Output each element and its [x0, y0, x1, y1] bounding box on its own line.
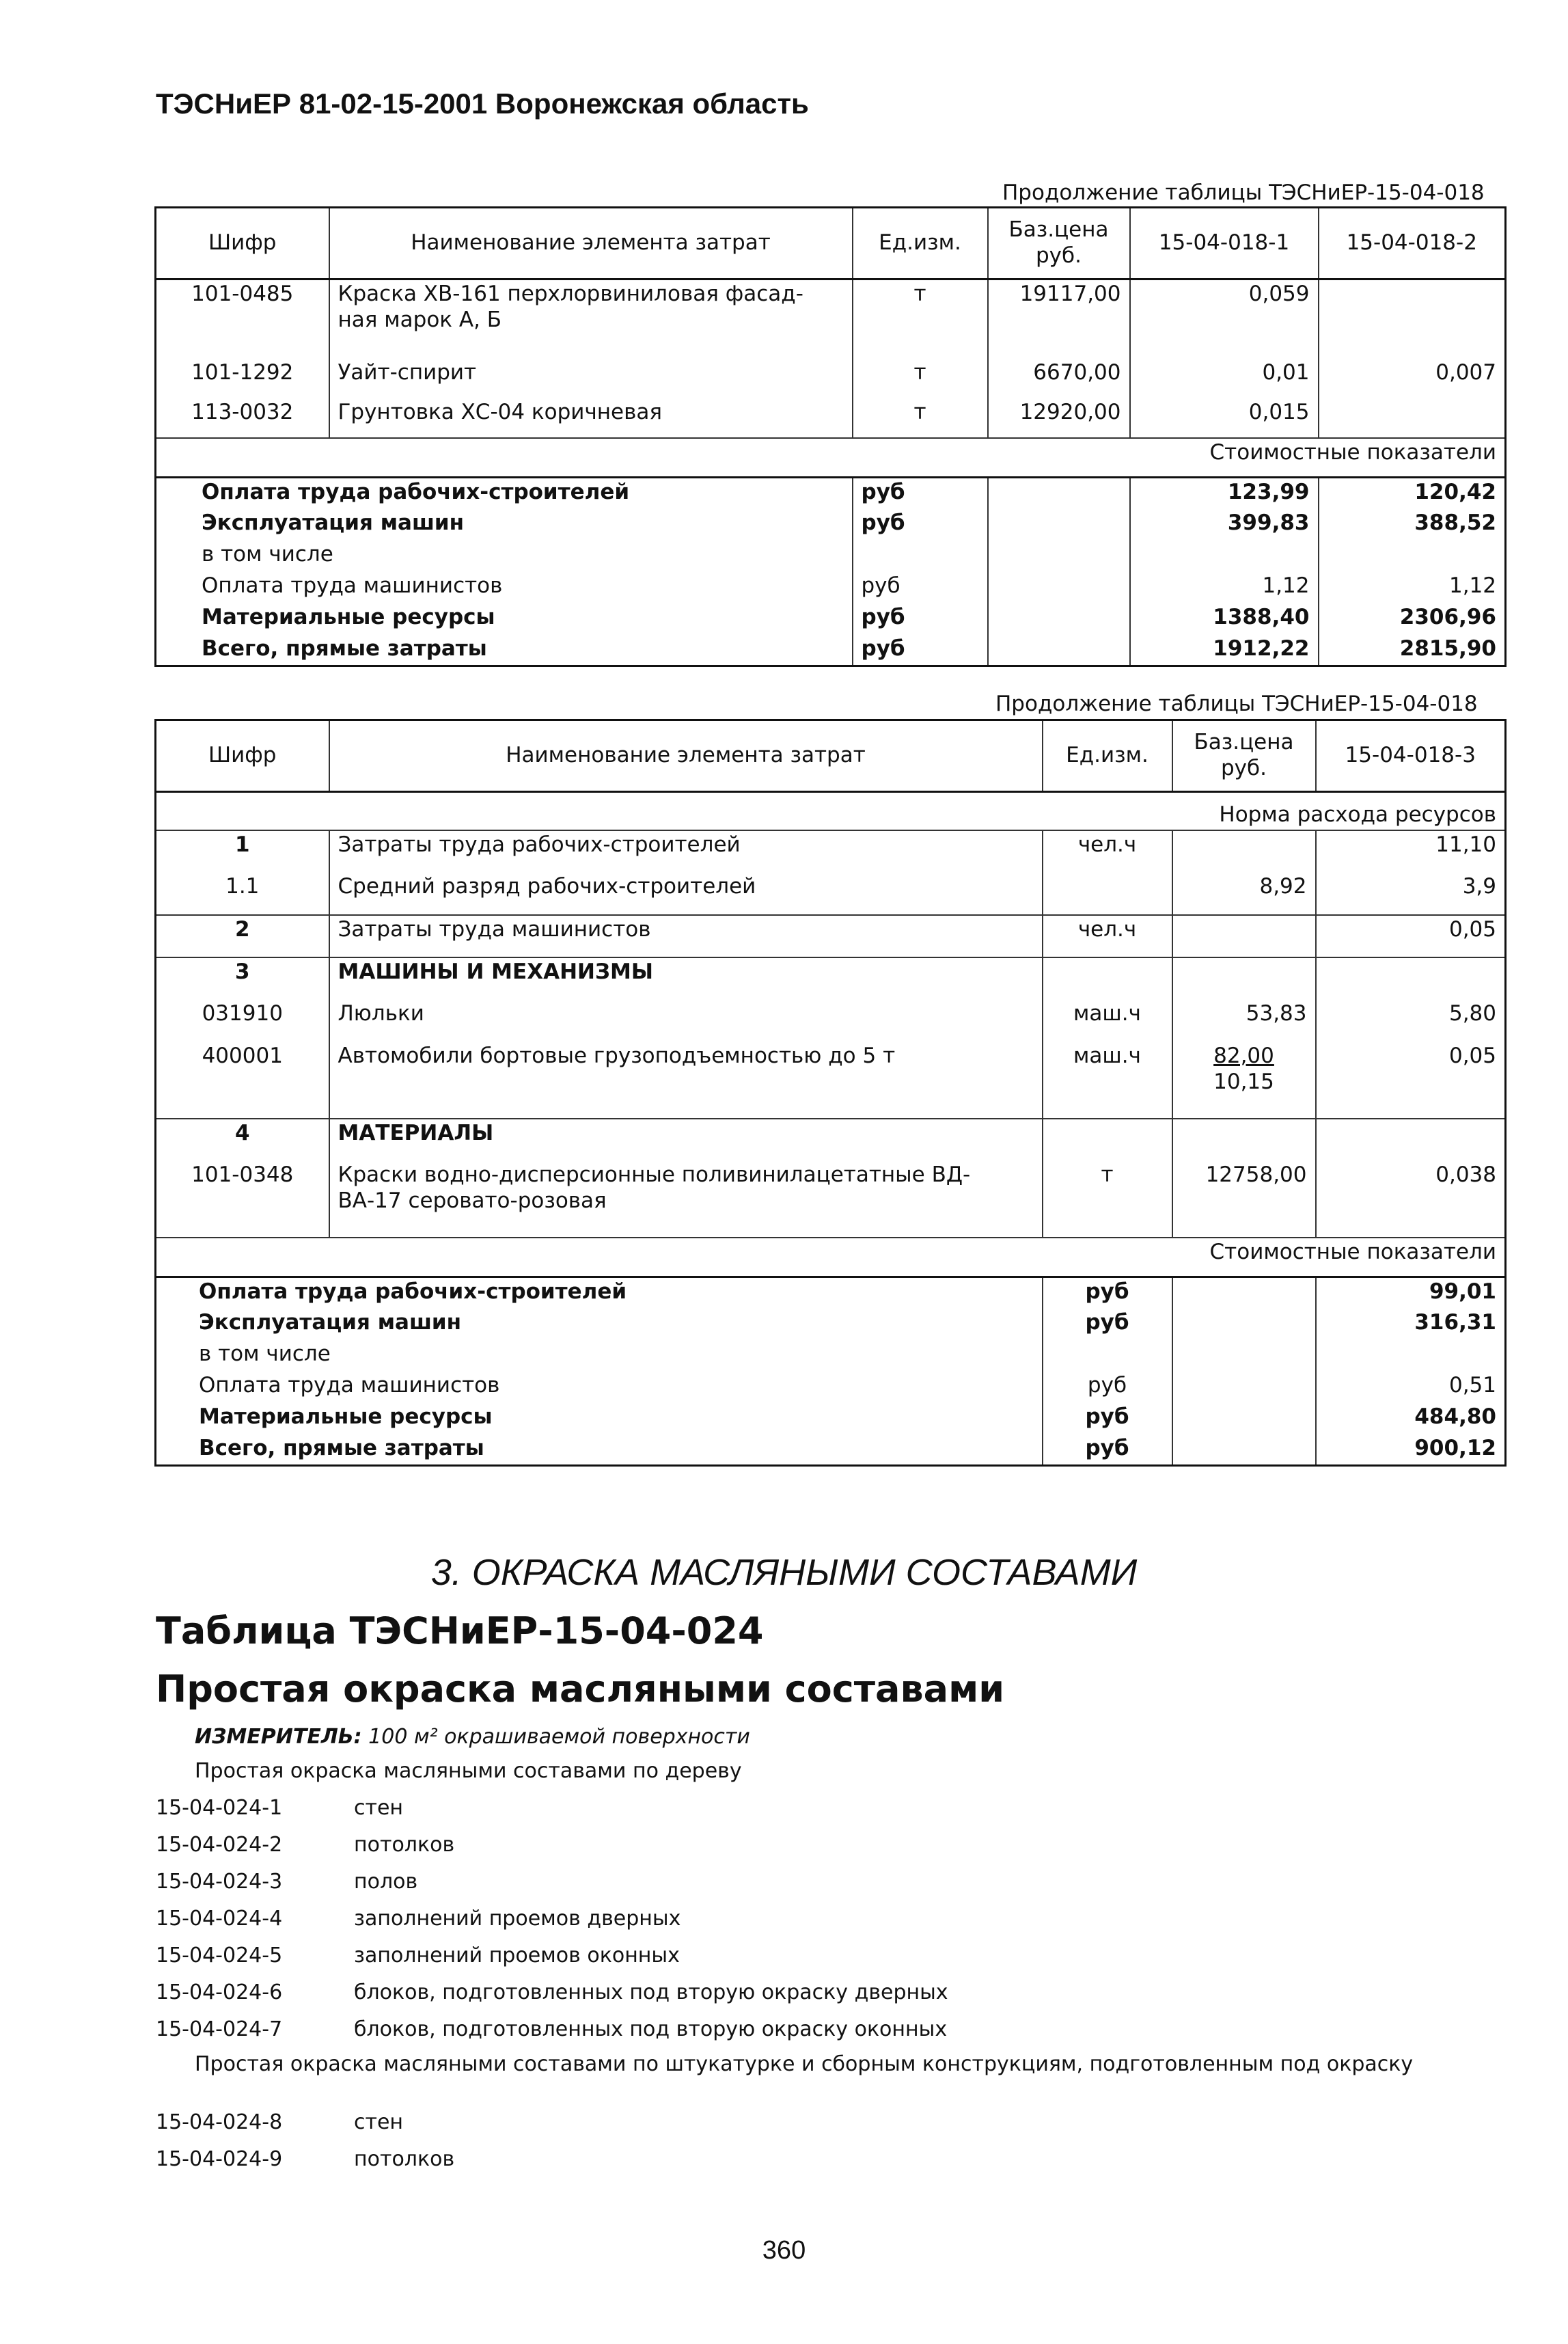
group1-title: Простая окраска масляными составами по дереву — [195, 1759, 742, 1783]
cost-empty — [1172, 1277, 1316, 1309]
table-row — [156, 280, 1506, 359]
cost-unit: руб — [1043, 1309, 1172, 1340]
cost-unit: руб — [1043, 1372, 1172, 1403]
cost-unit: руб — [853, 509, 988, 541]
name-cell: Краски водно-дисперсионные поливинилацетатные ВД-ВА-17 серовато-розовая — [329, 1161, 1043, 1238]
col-header-code: Шифр — [156, 208, 329, 280]
cost-value: 484,80 — [1316, 1403, 1506, 1434]
value-cell — [1316, 957, 1506, 1000]
price-cell: 6670,00 — [988, 359, 1130, 398]
table2-caption: Продолжение таблицы ТЭСНиЕР-15-04-018 — [995, 692, 1478, 716]
list-item-code: 15-04-024-8 — [156, 2110, 283, 2134]
unit-cell: т — [1043, 1161, 1172, 1238]
cost-value: 399,83 — [1130, 509, 1319, 541]
name-cell: МАШИНЫ И МЕХАНИЗМЫ — [329, 957, 1043, 1000]
value-cell: 0,007 — [1319, 359, 1506, 398]
list-item-desc: стен — [354, 1796, 404, 1820]
cost-row — [156, 1434, 1506, 1466]
section-title: 3. ОКРАСКА МАСЛЯНЫМИ СОСТАВАМИ — [430, 1552, 1138, 1593]
name-cell: Средний разряд рабочих-строителей — [329, 873, 1043, 915]
table2 — [154, 719, 1507, 1467]
cost-empty — [988, 541, 1130, 572]
measure-line — [195, 1725, 750, 1749]
cost-row — [156, 509, 1506, 541]
table2-header-row — [156, 720, 1506, 792]
col-header-v: 15-04-018-3 — [1316, 720, 1506, 792]
col-header-v1: 15-04-018-1 — [1130, 208, 1319, 280]
cost-unit: руб — [1043, 1277, 1172, 1309]
table1 — [154, 206, 1507, 667]
table-subtitle: Простая окраска масляными составами — [156, 1667, 1005, 1711]
unit-cell — [1043, 873, 1172, 915]
value-cell: 0,059 — [1130, 280, 1319, 359]
name-cell: Люльки — [329, 1000, 1043, 1042]
cost-value: 900,12 — [1316, 1434, 1506, 1466]
price-cell: 12758,00 — [1172, 1161, 1316, 1238]
value-cell — [1319, 280, 1506, 359]
table-row — [156, 873, 1506, 915]
running-header: ТЭСНиЕР 81-02-15-2001 Воронежская область — [156, 87, 809, 120]
cost-value: 120,42 — [1319, 478, 1506, 509]
cost-label: Всего, прямые затраты — [202, 636, 487, 661]
list-item-code: 15-04-024-4 — [156, 1907, 283, 1931]
price-numerator: 82,00 — [1213, 1043, 1274, 1068]
cost-value: 1912,22 — [1130, 635, 1319, 666]
table-row — [156, 957, 1506, 1000]
unit-cell: т — [853, 398, 988, 438]
code-cell: 113-0032 — [191, 399, 294, 424]
norm-header-row — [156, 792, 1506, 830]
cost-empty — [1172, 1434, 1316, 1466]
value-cell: 0,038 — [1316, 1161, 1506, 1238]
cost-row — [156, 603, 1506, 635]
page-number: 360 — [762, 2236, 806, 2265]
unit-cell: чел.ч — [1043, 915, 1172, 957]
unit-cell: чел.ч — [1043, 830, 1172, 873]
table1-caption: Продолжение таблицы ТЭСНиЕР-15-04-018 — [1002, 180, 1485, 205]
cost-value: 2815,90 — [1319, 635, 1506, 666]
cost-value: 1388,40 — [1130, 603, 1319, 635]
measure-label: ИЗМЕРИТЕЛЬ: — [195, 1725, 362, 1749]
name-cell: Краска ХВ-161 перхлорвиниловая фасад- ная марок А, Б — [329, 280, 853, 359]
list-item-code: 15-04-024-1 — [156, 1796, 283, 1820]
cost-header: Стоимостные показатели — [156, 438, 1506, 478]
cost-empty — [1172, 1309, 1316, 1340]
cost-header: Стоимостные показатели — [156, 1238, 1506, 1277]
value-cell: 0,01 — [1130, 359, 1319, 398]
cost-row — [156, 541, 1506, 572]
cost-row — [156, 572, 1506, 603]
cost-label: Оплата труда машинистов — [199, 1372, 500, 1398]
table-title: Таблица ТЭСНиЕР-15-04-024 — [156, 1609, 764, 1652]
cost-label: Эксплуатация машин — [199, 1309, 462, 1335]
cost-label: в том числе — [199, 1341, 331, 1366]
cost-label: Материальные ресурсы — [199, 1404, 493, 1429]
cost-empty — [1172, 1403, 1316, 1434]
cost-empty — [988, 478, 1130, 509]
value-cell: 0,05 — [1316, 915, 1506, 957]
unit-cell: маш.ч — [1043, 1000, 1172, 1042]
cost-value: 99,01 — [1316, 1277, 1506, 1309]
cost-row — [156, 1372, 1506, 1403]
cost-value: 2306,96 — [1319, 603, 1506, 635]
cost-header-row — [156, 1238, 1506, 1277]
price-cell — [1172, 1119, 1316, 1161]
cost-unit: руб — [853, 478, 988, 509]
cost-label: Оплата труда рабочих-строителей — [199, 1279, 627, 1305]
list-item-desc: стен — [354, 2110, 404, 2134]
name-cell: Автомобили бортовые грузоподъемностью до 5 т — [329, 1042, 1043, 1119]
price-cell: 19117,00 — [988, 280, 1130, 359]
list-item-code: 15-04-024-3 — [156, 1870, 283, 1894]
cost-unit: руб — [853, 603, 988, 635]
value-cell: 5,80 — [1316, 1000, 1506, 1042]
cost-label: Всего, прямые затраты — [199, 1435, 484, 1460]
table-row — [156, 1119, 1506, 1161]
unit-cell — [1043, 1119, 1172, 1161]
col-header-price: Баз.цена руб. — [988, 208, 1130, 280]
price-denominator: 10,15 — [1213, 1069, 1274, 1094]
code-cell: 101-0485 — [191, 282, 294, 306]
cost-value — [1316, 1340, 1506, 1372]
cost-empty — [988, 509, 1130, 541]
cost-label: в том числе — [202, 541, 333, 567]
list-item-desc: заполнений проемов дверных — [354, 1907, 681, 1931]
list-item-code: 15-04-024-7 — [156, 2017, 283, 2041]
list-item-desc: потолков — [354, 2147, 455, 2171]
col-header-name: Наименование элемента затрат — [329, 720, 1043, 792]
col-header-unit: Ед.изм. — [1043, 720, 1172, 792]
cost-value: 316,31 — [1316, 1309, 1506, 1340]
cost-header-row — [156, 438, 1506, 478]
cost-row — [156, 478, 1506, 509]
cost-row — [156, 1403, 1506, 1434]
code-cell: 4 — [156, 1119, 329, 1161]
price-cell — [1172, 957, 1316, 1000]
value-cell — [1319, 398, 1506, 438]
cost-empty — [988, 603, 1130, 635]
list-item-code: 15-04-024-5 — [156, 1944, 283, 1967]
cost-value: 0,51 — [1316, 1372, 1506, 1403]
table-row — [156, 1042, 1506, 1119]
cost-empty — [988, 635, 1130, 666]
code-cell: 3 — [156, 957, 329, 1000]
list-item-desc: блоков, подготовленных под вторую окраску оконных — [354, 2017, 948, 2041]
cost-label: Оплата труда рабочих-строителей — [202, 480, 630, 504]
col-header-price: Баз.цена руб. — [1172, 720, 1316, 792]
col-header-name: Наименование элемента затрат — [329, 208, 853, 280]
cost-unit — [853, 541, 988, 572]
table-row — [156, 830, 1506, 873]
unit-cell — [1043, 957, 1172, 1000]
list-item-code: 15-04-024-9 — [156, 2147, 283, 2171]
unit-cell: т — [853, 359, 988, 398]
cost-unit: руб — [1043, 1434, 1172, 1466]
norm-header: Норма расхода ресурсов — [1219, 802, 1496, 827]
table-row — [156, 398, 1506, 438]
table-row — [156, 359, 1506, 398]
cost-unit: руб — [853, 572, 988, 603]
list-item-desc: потолков — [354, 1833, 455, 1857]
code-cell: 101-0348 — [191, 1162, 294, 1187]
col-header-code: Шифр — [156, 720, 329, 792]
cost-empty — [988, 572, 1130, 603]
value-cell: 0,015 — [1130, 398, 1319, 438]
name-cell: Затраты труда машинистов — [329, 915, 1043, 957]
code-cell: 400001 — [202, 1043, 283, 1068]
cost-label: Оплата труда машинистов — [202, 573, 503, 598]
name-cell: Уайт-спирит — [329, 359, 853, 398]
list-item-code: 15-04-024-2 — [156, 1833, 283, 1857]
cost-value — [1319, 541, 1506, 572]
code-cell: 1.1 — [225, 873, 260, 899]
list-item-code: 15-04-024-6 — [156, 1980, 283, 2004]
list-item-desc: блоков, подготовленных под вторую окраску дверных — [354, 1980, 948, 2004]
cost-label: Эксплуатация машин — [202, 510, 465, 535]
list-item-desc: заполнений проемов оконных — [354, 1944, 680, 1967]
table-row — [156, 1000, 1506, 1042]
col-header-unit: Ед.изм. — [853, 208, 988, 280]
col-header-v2: 15-04-018-2 — [1319, 208, 1506, 280]
value-cell — [1316, 1119, 1506, 1161]
cost-empty — [1172, 1340, 1316, 1372]
measure-value: 100 м² окрашиваемой поверхности — [368, 1725, 750, 1749]
cost-row — [156, 1277, 1506, 1309]
cost-unit: руб — [853, 635, 988, 666]
code-cell: 1 — [156, 830, 329, 873]
code-cell: 101-1292 — [191, 359, 294, 385]
cost-value: 123,99 — [1130, 478, 1319, 509]
cost-row — [156, 1309, 1506, 1340]
cost-value: 388,52 — [1319, 509, 1506, 541]
cost-value: 1,12 — [1130, 572, 1319, 603]
value-cell: 0,05 — [1316, 1042, 1506, 1119]
cost-label: Материальные ресурсы — [202, 604, 495, 629]
cost-unit: руб — [1043, 1403, 1172, 1434]
code-cell: 031910 — [202, 1000, 283, 1026]
name-cell: Грунтовка ХС-04 коричневая — [329, 398, 853, 438]
unit-cell: маш.ч — [1043, 1042, 1172, 1119]
list-item-desc: полов — [354, 1870, 418, 1894]
price-cell: 12920,00 — [988, 398, 1130, 438]
price-cell — [1172, 915, 1316, 957]
value-cell: 3,9 — [1316, 873, 1506, 915]
table-row — [156, 1161, 1506, 1238]
code-cell: 2 — [156, 915, 329, 957]
unit-cell: т — [853, 280, 988, 359]
cost-value: 1,12 — [1319, 572, 1506, 603]
table1-header-row — [156, 208, 1506, 280]
price-cell — [1172, 1042, 1316, 1119]
cost-empty — [1172, 1372, 1316, 1403]
price-cell — [1172, 830, 1316, 873]
price-cell: 8,92 — [1172, 873, 1316, 915]
table-row — [156, 915, 1506, 957]
name-cell: МАТЕРИАЛЫ — [329, 1119, 1043, 1161]
group2-title: Простая окраска масляными составами по штукатурке и сборным конструкциям, подготовленным под окраску — [195, 2052, 1414, 2076]
cost-row — [156, 1340, 1506, 1372]
price-cell: 53,83 — [1172, 1000, 1316, 1042]
cost-unit — [1043, 1340, 1172, 1372]
cost-value — [1130, 541, 1319, 572]
value-cell: 11,10 — [1316, 830, 1506, 873]
name-cell: Затраты труда рабочих-строителей — [329, 830, 1043, 873]
cost-row — [156, 635, 1506, 666]
